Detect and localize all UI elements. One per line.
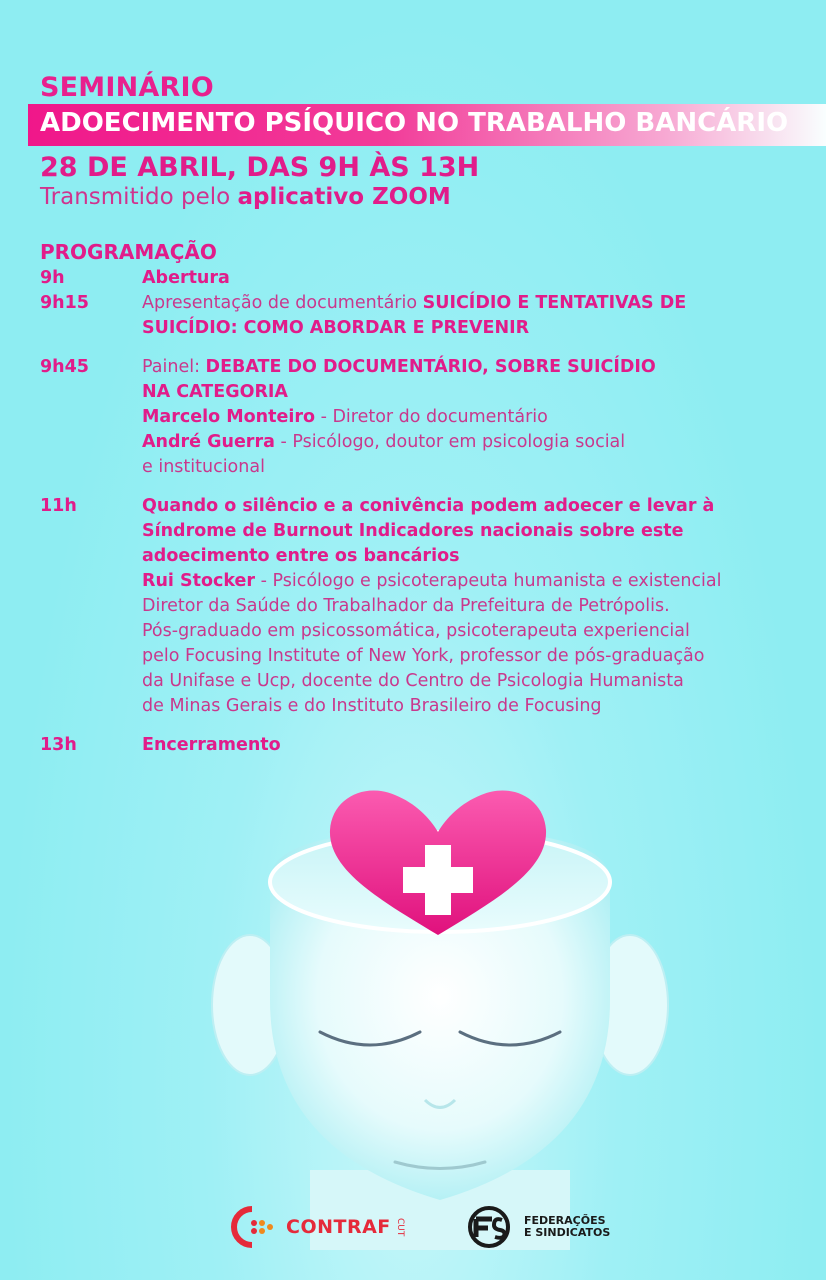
item-title: Abertura (142, 268, 230, 288)
item-title: DEBATE DO DOCUMENTÁRIO, SOBRE SUICÍDIO (205, 357, 656, 377)
item-title: Encerramento (142, 735, 281, 755)
item-time: 9h15 (40, 293, 89, 313)
speaker-role: - Diretor do documentário (315, 407, 548, 427)
speaker-role-cont: e institucional (142, 457, 265, 477)
federacoes-line1: FEDERAÇÕES (524, 1214, 606, 1227)
broadcast-info (40, 184, 451, 210)
contraf-logo (222, 1205, 405, 1249)
item-time: 9h45 (40, 357, 89, 377)
federacoes-line2: E SINDICATOS (524, 1226, 611, 1239)
broadcast-app: aplicativo ZOOM (237, 184, 451, 210)
item-time: 9h (40, 268, 65, 288)
broadcast-prefix: Transmitido pelo (40, 184, 231, 210)
contraf-name: CONTRAF (286, 1216, 391, 1238)
speaker-name: André Guerra (142, 432, 275, 452)
item-title: Quando o silêncio e a conivência podem adoecer e levar à (142, 496, 715, 516)
speaker-bio: - Psicólogo e psicoterapeuta humanista e existencial (255, 571, 722, 591)
item-title-cont: Síndrome de Burnout Indicadores nacionais sobre este (142, 521, 684, 541)
seminar-title: ADOECIMENTO PSÍQUICO NO TRABALHO BANCÁRIO (40, 108, 789, 138)
item-title-cont: SUICÍDIO: COMO ABORDAR E PREVENIR (142, 318, 530, 338)
speaker-bio: Diretor da Saúde do Trabalhador da Prefeitura de Petrópolis. (142, 596, 670, 616)
federacoes-icon (462, 1205, 516, 1249)
program-heading: PROGRAMAÇÃO (40, 240, 217, 264)
footer-logos (0, 1205, 826, 1255)
seminar-label: SEMINÁRIO (40, 72, 214, 103)
item-time: 13h (40, 735, 77, 755)
speaker-bio: da Unifase e Ucp, docente do Centro de Psicologia Humanista (142, 671, 684, 691)
speaker-bio: Pós-graduado em psicossomática, psicoterapeuta experiencial (142, 621, 690, 641)
federacoes-logo (462, 1205, 610, 1249)
speaker-bio: pelo Focusing Institute of New York, professor de pós-graduação (142, 646, 705, 666)
speaker-name: Rui Stocker (142, 571, 256, 591)
speaker-bio: de Minas Gerais e do Instituto Brasileiro de Focusing (142, 696, 602, 716)
item-intro: Painel: (142, 357, 200, 377)
speaker-name: Marcelo Monteiro (142, 407, 315, 427)
contraf-icon (222, 1205, 282, 1249)
item-title-cont: NA CATEGORIA (142, 382, 288, 402)
item-title: SUICÍDIO E TENTATIVAS DE (422, 293, 687, 313)
event-date: 28 DE ABRIL, DAS 9H ÀS 13H (40, 152, 480, 183)
head-heart-illustration (180, 770, 700, 1250)
speaker-role: - Psicólogo, doutor em psicologia social (274, 432, 626, 452)
item-title-cont: adoecimento entre os bancários (142, 546, 460, 566)
item-time: 11h (40, 496, 77, 516)
contraf-sub: CUT (394, 1217, 405, 1237)
item-intro: Apresentação de documentário (142, 293, 418, 313)
